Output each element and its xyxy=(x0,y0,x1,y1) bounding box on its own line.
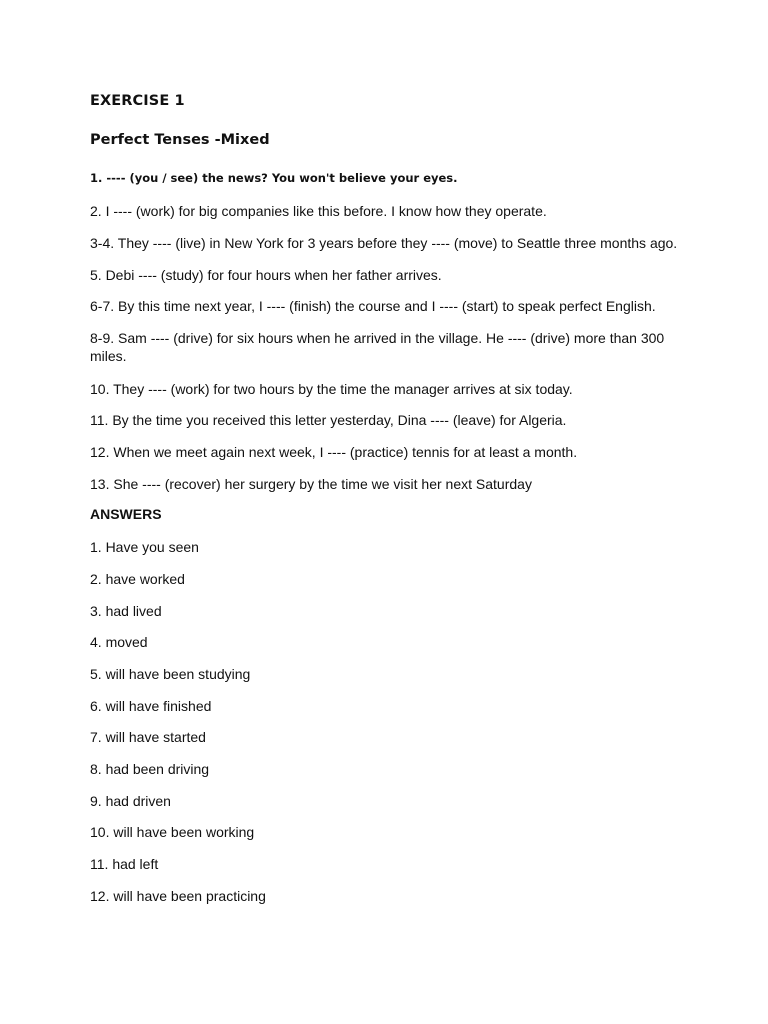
answer-12: 12. will have been practicing xyxy=(90,888,266,904)
answer-6: 6. will have finished xyxy=(90,698,212,714)
answer-5: 5. will have been studying xyxy=(90,666,251,682)
question-5: 5. Debi ---- (study) for four hours when her father arrives. xyxy=(90,267,442,283)
exercise-subtitle: Perfect Tenses -Mixed xyxy=(90,132,270,148)
question-13: 13. She ---- (recover) her surgery by the time we visit her next Saturday xyxy=(90,476,532,492)
question-3-4: 3-4. They ---- (live) in New York for 3 years before they ---- (move) to Seattle three months ago. xyxy=(90,235,678,251)
question-6-7: 6-7. By this time next year, I ---- (finish) the course and I ---- (start) to speak perfect English. xyxy=(90,298,656,314)
answer-7: 7. will have started xyxy=(90,729,206,745)
question-1: 1. ---- (you / see) the news? You won't believe your eyes. xyxy=(90,171,458,185)
answer-3: 3. had lived xyxy=(90,603,162,619)
answer-2: 2. have worked xyxy=(90,571,185,587)
answer-8: 8. had been driving xyxy=(90,761,210,777)
answer-10: 10. will have been working xyxy=(90,824,255,840)
answer-11: 11. had left xyxy=(90,856,159,872)
question-10: 10. They ---- (work) for two hours by the time the manager arrives at six today. xyxy=(90,381,573,397)
question-12: 12. When we meet again next week, I ---- (practice) tennis for at least a month. xyxy=(90,444,578,460)
answer-1: 1. Have you seen xyxy=(90,539,199,555)
question-11: 11. By the time you received this letter yesterday, Dina ---- (leave) for Algeria. xyxy=(90,412,567,428)
answer-9: 9. had driven xyxy=(90,793,171,809)
question-8-9: 8-9. Sam ---- (drive) for six hours when he arrived in the village. He ---- (drive) more than 300 miles. xyxy=(90,330,665,364)
question-2: 2. I ---- (work) for big companies like this before. I know how they operate. xyxy=(90,203,547,219)
answer-4: 4. moved xyxy=(90,634,148,650)
answers-heading: ANSWERS xyxy=(90,506,162,522)
exercise-title: EXERCISE 1 xyxy=(90,93,185,109)
